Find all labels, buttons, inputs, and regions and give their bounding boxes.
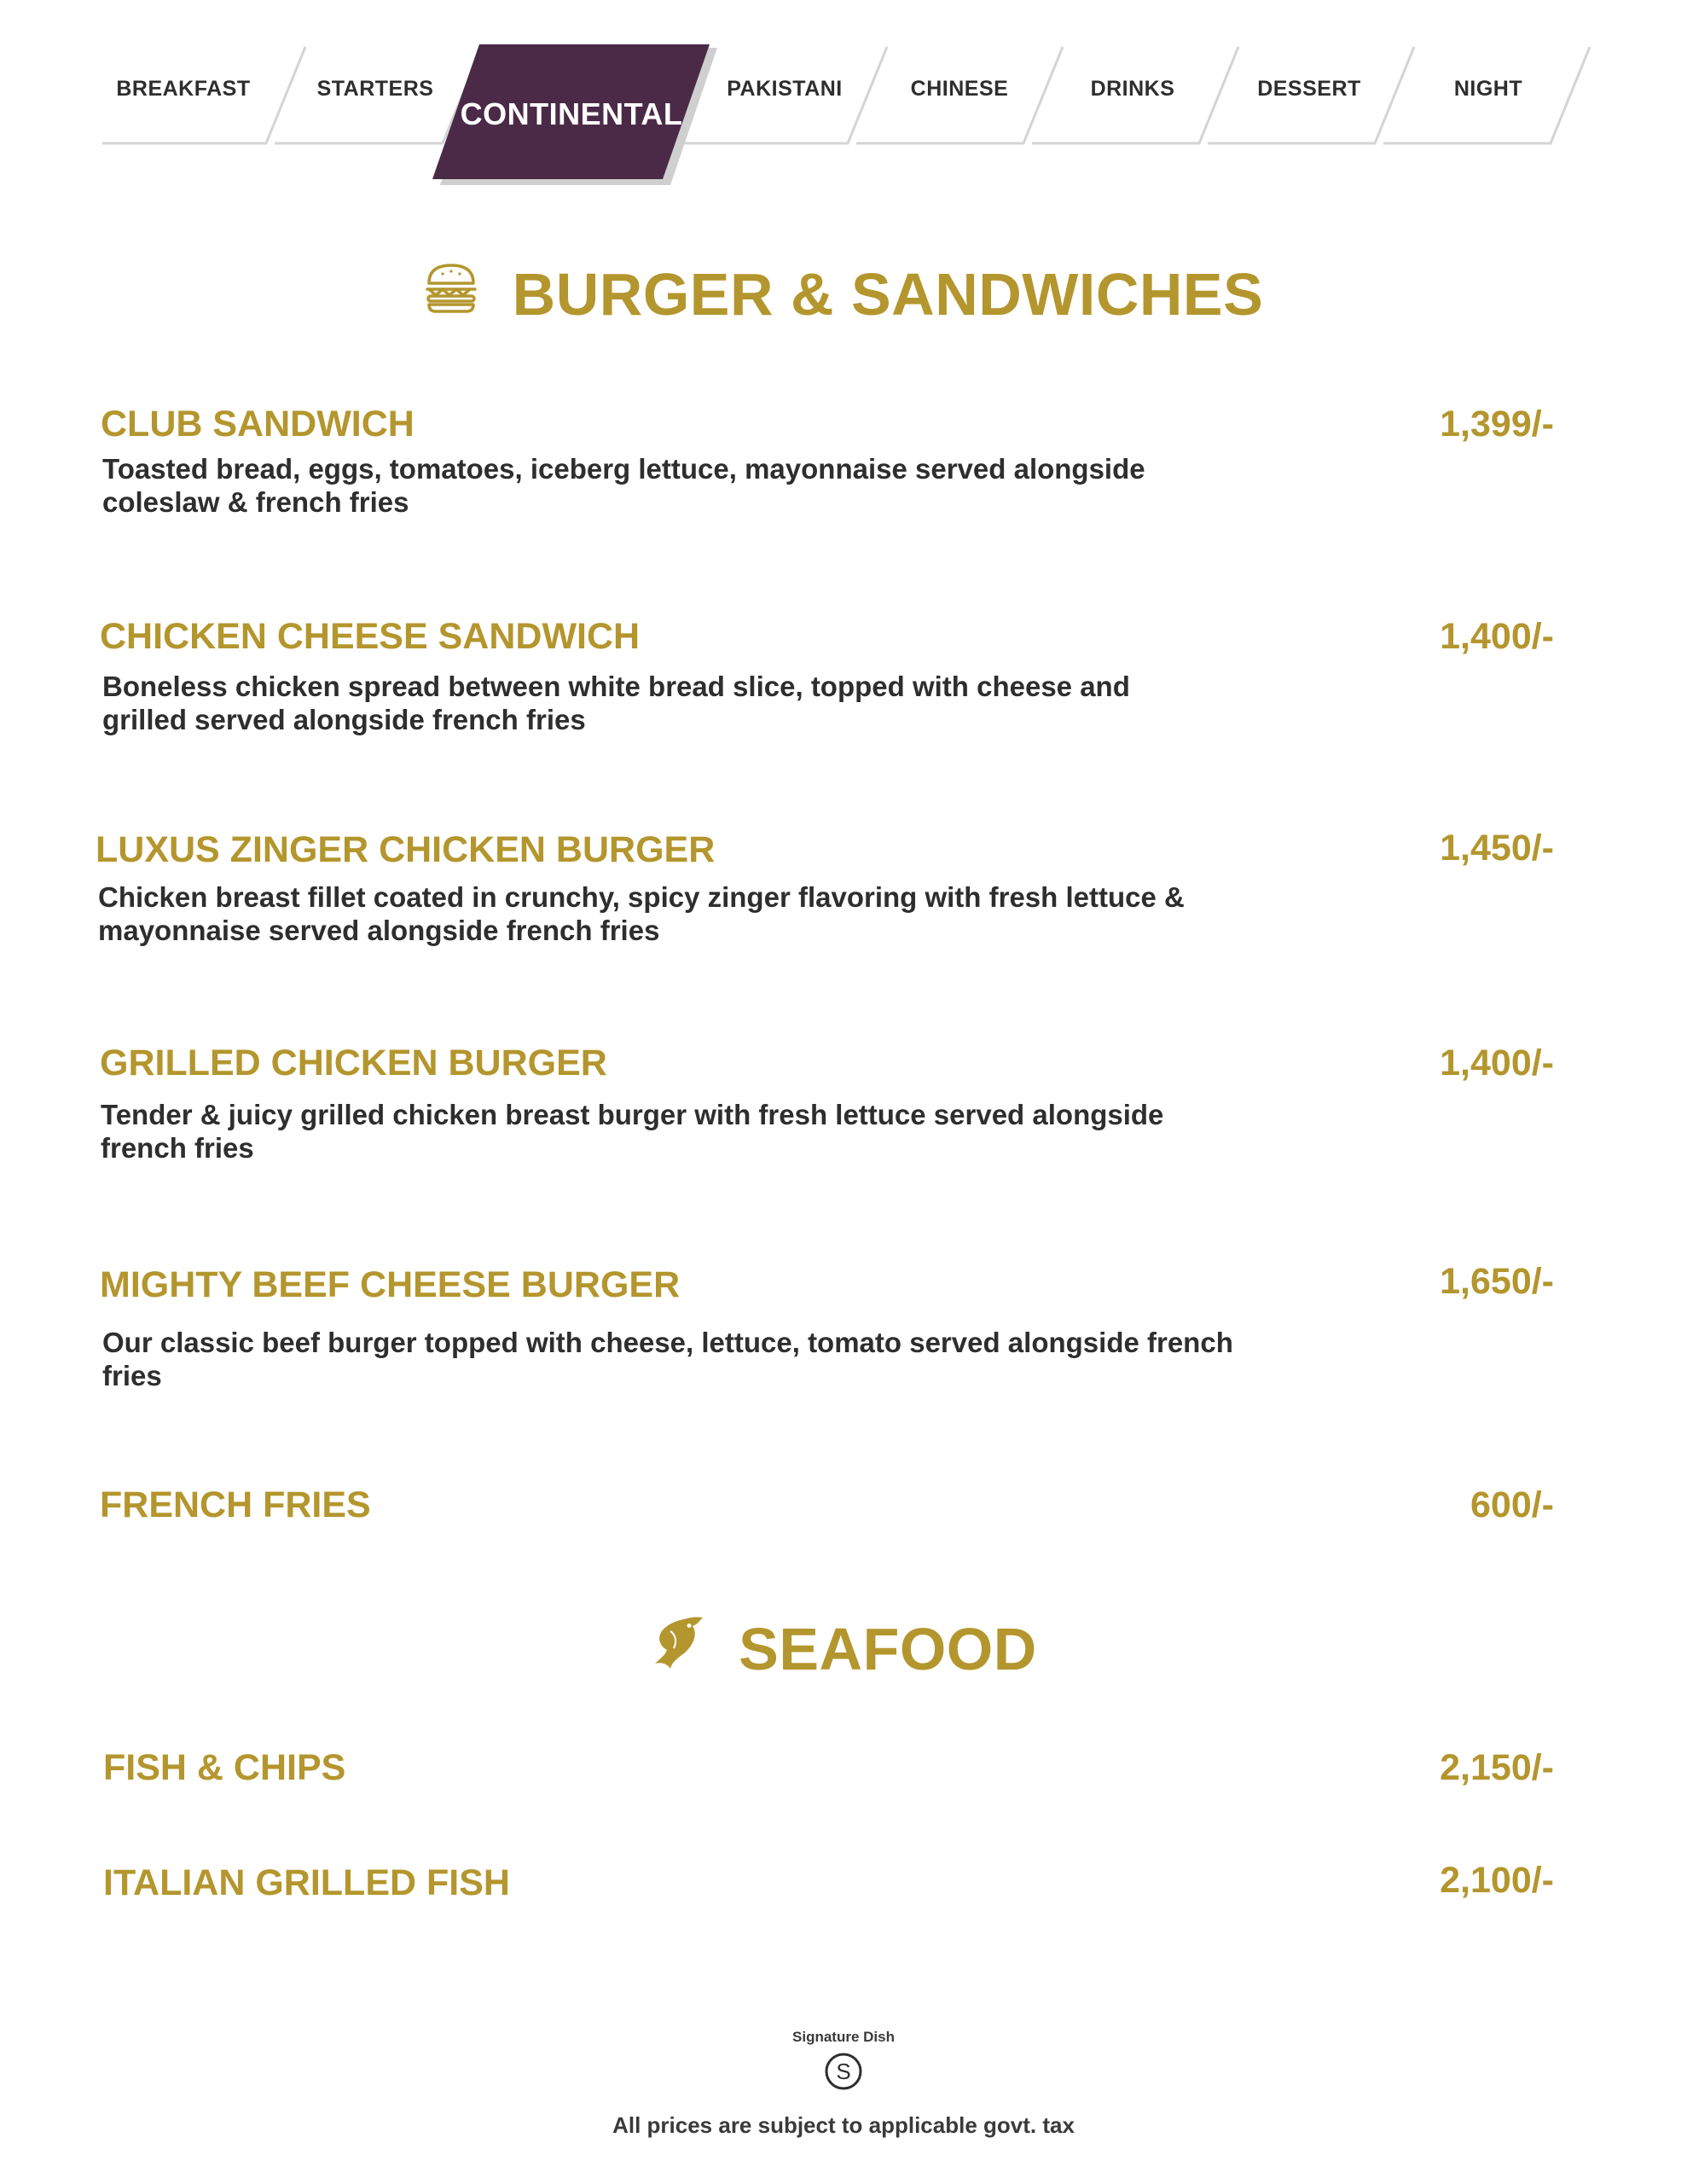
tab-drinks[interactable]: DRINKS bbox=[1090, 77, 1175, 101]
menu-item-price: 2,100/- bbox=[1440, 1860, 1554, 1901]
tab-chinese[interactable]: CHINESE bbox=[910, 77, 1009, 101]
section-title-text: BURGER & SANDWICHES bbox=[512, 261, 1264, 328]
menu-item-name: FRENCH FRIES bbox=[100, 1484, 371, 1525]
tab-starters[interactable]: STARTERS bbox=[316, 77, 434, 101]
menu-item-price: 1,399/- bbox=[1440, 404, 1554, 444]
signature-dish-label: Signature Dish bbox=[792, 2029, 895, 2045]
menu-item-price: 1,650/- bbox=[1440, 1261, 1554, 1302]
tab-dessert[interactable]: DESSERT bbox=[1257, 77, 1361, 101]
tab-continental[interactable]: CONTINENTAL bbox=[460, 96, 683, 131]
menu-item-price: 2,150/- bbox=[1440, 1747, 1554, 1788]
menu-item-name: LUXUS ZINGER CHICKEN BURGER bbox=[96, 829, 716, 870]
tab-pakistani[interactable]: PAKISTANI bbox=[727, 77, 843, 101]
menu-item-description: Tender & juicy grilled chicken breast burger with fresh lettuce served alongside french fries bbox=[101, 1099, 1164, 1164]
section-title-burgers bbox=[0, 256, 1687, 333]
menu-item-name: FISH & CHIPS bbox=[103, 1747, 346, 1788]
menu-item-description: Toasted bread, eggs, tomatoes, iceberg lettuce, mayonnaise served alongside coleslaw & french fries bbox=[102, 453, 1145, 518]
tab-night[interactable]: NIGHT bbox=[1453, 77, 1523, 101]
menu-item-name: GRILLED CHICKEN BURGER bbox=[100, 1043, 607, 1083]
burger-icon bbox=[424, 260, 478, 328]
menu-item-description: Boneless chicken spread between white bread slice, topped with cheese and grilled served alongside french fries bbox=[102, 671, 1130, 735]
menu-item-name: CLUB SANDWICH bbox=[101, 404, 415, 444]
tab-breakfast[interactable]: BREAKFAST bbox=[116, 77, 251, 101]
section-title-text: SEAFOOD bbox=[739, 1616, 1037, 1682]
menu-item-name: CHICKEN CHEESE SANDWICH bbox=[100, 616, 641, 657]
menu-item-price: 1,450/- bbox=[1440, 828, 1554, 868]
menu-item-price: 1,400/- bbox=[1440, 616, 1554, 657]
signature-s-icon bbox=[0, 2052, 1687, 2094]
menu-item-description: Chicken breast fillet coated in crunchy, spicy zinger flavoring with fresh lettuce & mayonnaise served alongside french fries bbox=[98, 881, 1185, 946]
menu-item-name: ITALIAN GRILLED FISH bbox=[103, 1862, 510, 1903]
tax-note: All prices are subject to applicable govt. tax bbox=[612, 2112, 1075, 2138]
menu-item-price: 600/- bbox=[1470, 1484, 1554, 1525]
category-tabs bbox=[0, 0, 1687, 205]
menu-item-description: Our classic beef burger topped with cheese, lettuce, tomato served alongside french fries bbox=[102, 1327, 1233, 1391]
fish-icon bbox=[650, 1612, 704, 1686]
menu-item-price: 1,400/- bbox=[1440, 1043, 1554, 1083]
menu-item-name: MIGHTY BEEF CHEESE BURGER bbox=[100, 1264, 681, 1305]
section-title-seafood bbox=[0, 1611, 1687, 1687]
svg-text:S: S bbox=[836, 2059, 851, 2084]
